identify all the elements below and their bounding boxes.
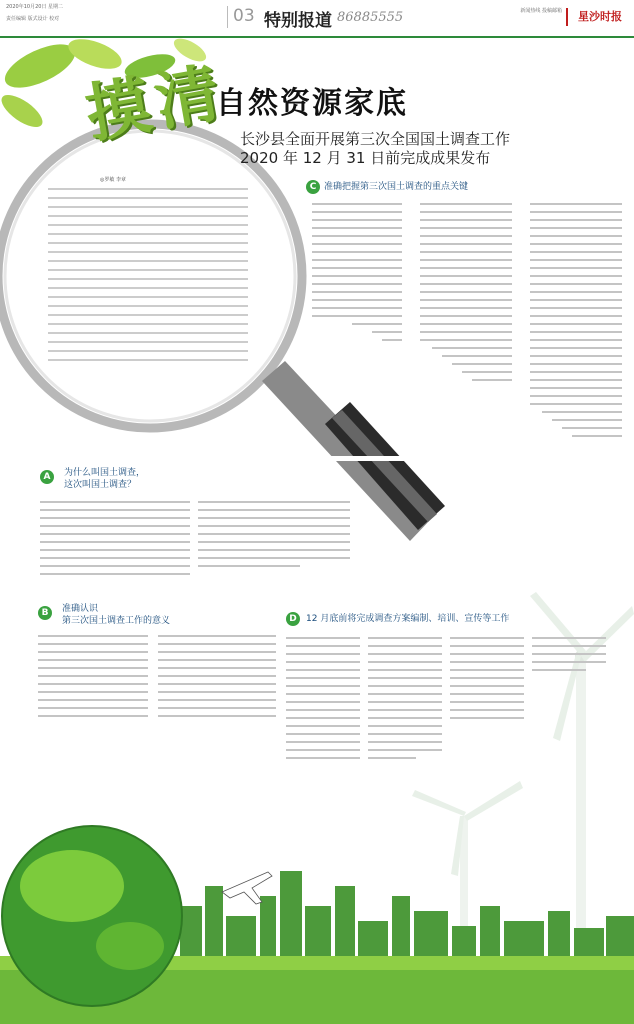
- intro-body-text: [48, 186, 248, 366]
- hotline-number: 86885555: [337, 10, 404, 25]
- brand-logo: 星沙时报: [566, 8, 632, 26]
- section-c-text-lines: [312, 200, 624, 450]
- globe-illustration: [2, 826, 182, 1006]
- edition-info: 2020年10月20日 星期二: [6, 4, 64, 10]
- section-b-title-1: 准确认识: [62, 604, 99, 614]
- section-a-title-1: 为什么叫国土调查，: [64, 468, 146, 478]
- headline-title: 自然资源家底: [216, 86, 408, 121]
- byline: ◎罗敏 李章: [100, 177, 126, 183]
- page-name: 特别报道: [264, 11, 332, 31]
- section-b-title-2: 第三次国土调查工作的意义: [62, 616, 171, 626]
- section-b-body-text: [38, 632, 278, 732]
- section-c-body-text: [312, 200, 624, 450]
- editor-info: 责任编辑 版式设计 校对: [6, 16, 60, 22]
- page-header: [0, 0, 634, 38]
- contact-info: 新闻热线 投稿邮箱: [520, 8, 562, 14]
- section-c-title: 准确把握第三次国土调查的重点关键: [324, 182, 469, 192]
- headline-kicker: 摸清: [80, 54, 232, 153]
- headline-subtitle-1: 长沙县全面开展第三次全国国土调查工作: [240, 130, 511, 148]
- section-a-title-2: 这次叫国土调查？: [64, 480, 137, 490]
- section-d-badge: D: [286, 612, 300, 626]
- section-a-body-text: [40, 498, 260, 582]
- page-number: 03: [233, 6, 255, 26]
- headline-subtitle-2: 2020 年 12 月 31 日前完成成果发布: [240, 149, 491, 167]
- section-d-body-text: [286, 634, 616, 770]
- section-d-title: 12 月底前将完成调查方案编制、培训、宣传等工作: [306, 614, 510, 624]
- section-c-badge: C: [306, 180, 320, 194]
- section-a-badge: A: [40, 470, 54, 484]
- header-divider: [227, 6, 228, 28]
- section-b-badge: B: [38, 606, 52, 620]
